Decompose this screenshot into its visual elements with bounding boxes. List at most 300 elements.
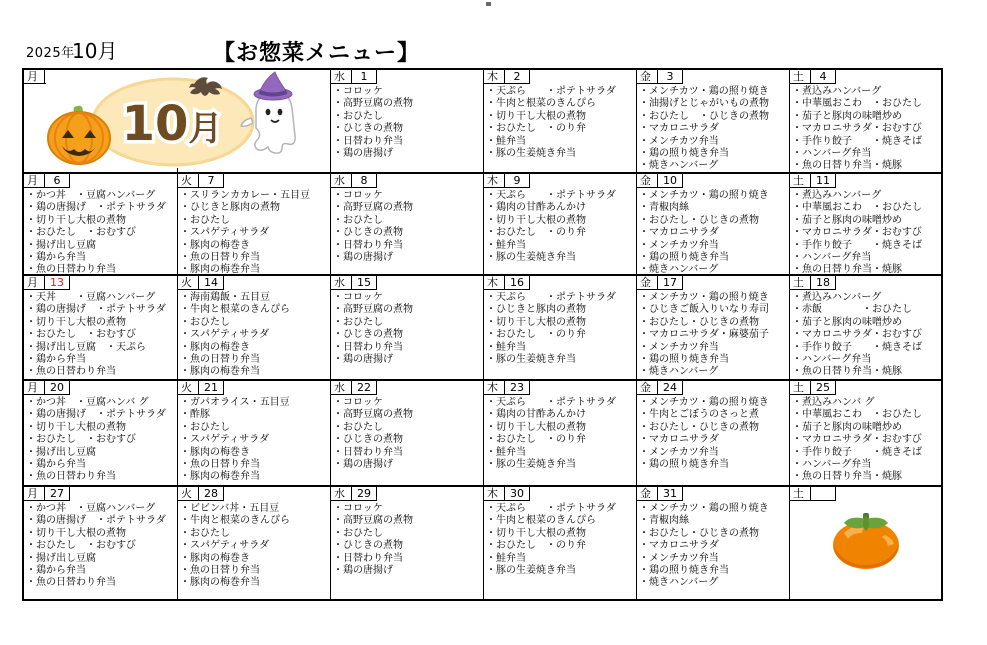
menu-item: ・おひたし ・おむすび [26, 434, 136, 446]
menu-item: ・スパゲティサラダ [180, 329, 270, 341]
menu-item: ・鶏肉の甘酢あんかけ [486, 202, 586, 214]
menu-item: ・おひたし・ひじきの煮物 [639, 316, 759, 328]
menu-item: ・揚げ出し豆腐 [26, 552, 96, 564]
menu-item: ・焼きハンバーグ [639, 160, 719, 172]
menu-item: ・ひじきの煮物 [333, 227, 403, 239]
weekday-label: 水 [331, 174, 352, 188]
menu-item: ・茄子と豚肉の味噌炒め [792, 316, 902, 328]
day-cell-土11 [789, 174, 941, 274]
date-number: 3 [658, 70, 683, 84]
menu-item-list [790, 381, 941, 484]
menu-item: ・スパゲティサラダ [180, 434, 270, 446]
menu-item: ・茄子と豚肉の味噌炒め [792, 110, 902, 122]
date-number: 16 [505, 276, 530, 290]
menu-item: ・メンチカツ・鶏の照り焼き [639, 190, 769, 201]
menu-item: ・かつ丼 ・豆腐ハンバ グ [26, 397, 149, 408]
halloween-illustration [46, 70, 296, 168]
menu-item: ・煮込みハンバ グ [792, 397, 875, 408]
menu-item: ・豚肉の梅巻弁当 [180, 471, 260, 483]
menu-item: ・鶏から弁当 [26, 565, 86, 577]
menu-item: ・鶏の唐揚げ [333, 148, 393, 160]
date-number: 18 [811, 276, 836, 290]
page-title: 【お惣菜メニュー】 [213, 41, 421, 66]
weekday-label: 水 [331, 276, 352, 290]
menu-item: ・おひたし [333, 110, 383, 122]
date-number: 20 [45, 381, 70, 395]
weekday-label: 土 [790, 174, 811, 188]
menu-item: ・切り干し大根の煮物 [486, 421, 586, 433]
day-header [484, 174, 530, 188]
day-header [331, 487, 377, 501]
day-cell-木30 [483, 487, 636, 599]
menu-item: ・メンチカツ弁当 [639, 446, 719, 458]
menu-item: ・手作り餃子 ・焼きそば [792, 239, 922, 251]
menu-item: ・鶏の唐揚げ ・ポテトサラダ [26, 202, 166, 214]
day-header [24, 487, 70, 501]
menu-item: ・鮭弁当 [486, 552, 526, 564]
menu-item: ・鶏肉の甘酢あんかけ [486, 409, 586, 421]
weekday-label: 月 [24, 174, 45, 188]
menu-item: ・青椒肉絲 [639, 515, 689, 527]
menu-item: ・揚げ出し豆腐 [26, 446, 96, 458]
weekday-label: 土 [790, 487, 811, 501]
day-header [790, 174, 836, 188]
date-number: 7 [199, 174, 224, 188]
menu-item: ・ハンバーグ弁当 [792, 252, 872, 264]
day-header [790, 70, 836, 84]
menu-item: ・日替わり弁当 [333, 135, 403, 147]
day-header [790, 381, 836, 395]
menu-item: ・牛肉と根菜のきんぴら [486, 515, 596, 527]
menu-item: ・鶏の唐揚げ ・ポテトサラダ [26, 409, 166, 421]
menu-item: ・メンチカツ弁当 [639, 552, 719, 564]
menu-item-list [790, 174, 941, 274]
date-number: 4 [811, 70, 836, 84]
menu-item: ・おひたし ・のり弁 [486, 540, 586, 552]
day-cell-水1 [330, 70, 483, 172]
menu-item: ・切り干し大根の煮物 [26, 421, 126, 433]
menu-item: ・コロッケ [333, 292, 383, 303]
date-number: 1 [352, 70, 377, 84]
day-header [484, 276, 530, 290]
date-number: 11 [811, 174, 836, 188]
menu-item: ・茄子と豚肉の味噌炒め [792, 214, 902, 226]
day-cell-土4 [789, 70, 941, 172]
menu-item: ・ひじきの煮物 [333, 540, 403, 552]
menu-item: ・おひたし [333, 316, 383, 328]
menu-item: ・青椒肉絲 [639, 202, 689, 214]
menu-item: ・コロッケ [333, 397, 383, 408]
menu-item: ・メンチカツ弁当 [639, 341, 719, 353]
menu-item: ・メンチカツ・鶏の照り焼き [639, 86, 769, 97]
week-row [24, 485, 941, 599]
menu-item: ・高野豆腐の煮物 [333, 515, 413, 527]
menu-item: ・豚肉の梅巻き [180, 552, 250, 564]
day-header [331, 70, 377, 84]
menu-item: ・マカロニサラダ・おむすび [792, 434, 922, 446]
weekday-label: 月 [24, 487, 45, 501]
menu-item: ・天丼 ・豆腐ハンバーグ [26, 292, 156, 303]
menu-item-list [178, 381, 330, 484]
date-number: 2 [505, 70, 530, 84]
menu-item: ・茄子と豚肉の味噌炒め [792, 421, 902, 433]
day-header [331, 276, 377, 290]
date-number: 24 [658, 381, 683, 395]
menu-item: ・鶏の唐揚げ [333, 252, 393, 264]
day-header [24, 381, 70, 395]
date-number: 31 [658, 487, 683, 501]
date-number: 9 [505, 174, 530, 188]
menu-item: ・日替わり弁当 [333, 239, 403, 251]
weekday-label: 金 [637, 70, 658, 84]
day-header [484, 381, 530, 395]
menu-item-list [24, 174, 177, 274]
day-header [24, 174, 70, 188]
menu-item: ・鶏の照り焼き弁当 [639, 354, 729, 366]
day-cell-金31 [636, 487, 789, 599]
year-label: 2025年 [26, 46, 75, 61]
menu-item: ・かつ丼 ・豆腐ハンバーグ [26, 503, 156, 514]
menu-item: ・鶏の照り焼き弁当 [639, 459, 729, 471]
date-number: 8 [352, 174, 377, 188]
weekday-label: 土 [790, 381, 811, 395]
menu-item: ・鶏の照り焼き弁当 [639, 565, 729, 577]
menu-item: ・おひたし [333, 421, 383, 433]
menu-item: ・天ぷら ・ポテトサラダ [486, 190, 616, 201]
menu-item: ・豚肉の梅巻弁当 [180, 577, 260, 589]
menu-item: ・天ぷら ・ポテトサラダ [486, 86, 616, 97]
date-number: 14 [199, 276, 224, 290]
menu-item: ・豚の生姜焼き弁当 [486, 459, 576, 471]
menu-item-list [637, 276, 789, 379]
menu-item: ・おひたし [180, 316, 230, 328]
menu-item-list [24, 381, 177, 484]
menu-item-list [178, 487, 330, 590]
menu-item: ・煮込みハンバーグ [792, 86, 882, 97]
menu-item: ・切り干し大根の煮物 [26, 527, 126, 539]
menu-item: ・鶏の唐揚げ ・ポテトサラダ [26, 304, 166, 316]
menu-item-list [178, 174, 330, 274]
menu-item: ・鶏から弁当 [26, 252, 86, 264]
day-cell-月20 [24, 381, 177, 485]
menu-item: ・豚肉の梅巻弁当 [180, 366, 260, 378]
day-cell-木23 [483, 381, 636, 485]
day-header [178, 276, 224, 290]
menu-item: ・おひたし ・おむすび [26, 329, 136, 341]
menu-item: ・メンチカツ弁当 [639, 135, 719, 147]
menu-item: ・魚の日替り弁当 [180, 354, 260, 366]
menu-item: ・かつ丼 ・豆腐ハンバーグ [26, 190, 156, 201]
date-number [811, 487, 836, 501]
menu-item: ・おひたし ・ひじきの煮物 [639, 110, 769, 122]
date-number: 10 [658, 174, 683, 188]
menu-item: ・赤飯 ・おひたし [792, 304, 912, 316]
menu-item: ・牛肉と根菜のきんぴら [180, 304, 290, 316]
menu-item: ・鮭弁当 [486, 341, 526, 353]
date-number: 15 [352, 276, 377, 290]
weekday-label: 月 [24, 70, 45, 84]
weekday-label: 木 [484, 174, 505, 188]
menu-item: ・豚肉の梅巻き [180, 341, 250, 353]
weekday-label: 水 [331, 381, 352, 395]
day-cell-火14 [177, 276, 330, 379]
menu-item: ・中華風おこわ ・おひたし [792, 202, 922, 214]
menu-item: ・天ぷら ・ポテトサラダ [486, 292, 616, 303]
day-header [484, 70, 530, 84]
menu-item: ・油揚げとじゃがいもの煮物 [639, 98, 769, 110]
day-cell-火28 [177, 487, 330, 599]
day-header [331, 174, 377, 188]
menu-item: ・スパゲティサラダ [180, 227, 270, 239]
menu-item: ・ハンバーグ弁当 [792, 148, 872, 160]
menu-item: ・豚肉の梅巻き [180, 446, 250, 458]
weekday-label: 火 [178, 174, 199, 188]
weekday-label: 月 [24, 381, 45, 395]
menu-item: ・日替わり弁当 [333, 341, 403, 353]
menu-item: ・豚の生姜焼き弁当 [486, 148, 576, 160]
menu-item: ・ビビンバ丼・五目豆 [180, 503, 280, 514]
menu-item: ・手作り餃子 ・焼きそば [792, 135, 922, 147]
day-header [790, 276, 836, 290]
menu-item: ・煮込みハンバーグ [792, 292, 882, 303]
date-number: 23 [505, 381, 530, 395]
menu-item: ・メンチカツ・鶏の照り焼き [639, 503, 769, 514]
month-label: 10月 [72, 39, 118, 63]
menu-item: ・焼きハンバーグ [639, 366, 719, 378]
menu-item: ・おひたし [333, 214, 383, 226]
day-header [637, 174, 683, 188]
menu-item: ・天ぷら ・ポテトサラダ [486, 397, 616, 408]
menu-item: ・ガパオライス・五目豆 [180, 397, 290, 408]
menu-item: ・焼きハンバーグ [639, 264, 719, 274]
menu-item: ・豚の生姜焼き弁当 [486, 252, 576, 264]
menu-item: ・おひたし [180, 214, 230, 226]
menu-item: ・鶏の唐揚げ [333, 354, 393, 366]
october-halloween-artwork [46, 70, 296, 168]
date-number: 21 [199, 381, 224, 395]
weekday-label: 火 [178, 276, 199, 290]
menu-item: ・魚の日替わり弁当 [26, 577, 116, 589]
menu-item: ・鮭弁当 [486, 446, 526, 458]
weekday-label: 木 [484, 276, 505, 290]
menu-item: ・切り干し大根の煮物 [26, 214, 126, 226]
day-cell-月6 [24, 174, 177, 274]
menu-item: ・切り干し大根の煮物 [486, 527, 586, 539]
menu-item: ・豚の生姜焼き弁当 [486, 565, 576, 577]
menu-item: ・ひじきご飯入りいなり寿司 [639, 304, 769, 316]
menu-item: ・ハンバーグ弁当 [792, 354, 872, 366]
day-cell-月27 [24, 487, 177, 599]
menu-item: ・揚げ出し豆腐 ・天ぷら [26, 341, 146, 353]
menu-item: ・おひたし ・のり弁 [486, 123, 586, 135]
menu-item-list [790, 70, 941, 172]
menu-item: ・魚の日替り弁当 [180, 459, 260, 471]
menu-item: ・マカロニサラダ・おむすび [792, 329, 922, 341]
weekday-label: 金 [637, 174, 658, 188]
date-number: 27 [45, 487, 70, 501]
day-cell-金10 [636, 174, 789, 274]
day-cell-金3 [636, 70, 789, 172]
week-row [24, 274, 941, 379]
weekday-label: 水 [331, 70, 352, 84]
weekday-label: 土 [790, 276, 811, 290]
weekday-label: 金 [637, 381, 658, 395]
menu-item: ・日替わり弁当 [333, 552, 403, 564]
menu-item: ・鶏の唐揚げ [333, 459, 393, 471]
menu-item: ・おひたし [180, 421, 230, 433]
menu-item: ・切り干し大根の煮物 [26, 316, 126, 328]
menu-item: ・豚の生姜焼き弁当 [486, 354, 576, 366]
menu-item: ・牛肉と根菜のきんぴら [180, 515, 290, 527]
week-row [24, 172, 941, 274]
menu-item: ・メンチカツ・鶏の照り焼き [639, 292, 769, 303]
date-number: 22 [352, 381, 377, 395]
day-header [637, 381, 683, 395]
menu-item-list [24, 487, 177, 590]
weekday-label: 木 [484, 381, 505, 395]
menu-item: ・豚肉の梅巻き [180, 239, 250, 251]
day-header [24, 276, 70, 290]
day-cell-水8 [330, 174, 483, 274]
menu-item: ・魚の日替わり弁当 [26, 471, 116, 483]
menu-item: ・高野豆腐の煮物 [333, 202, 413, 214]
menu-item: ・マカロニサラダ・おむすび [792, 123, 922, 135]
scan-artifact [486, 2, 491, 6]
menu-item-list [24, 276, 177, 379]
menu-item: ・牛肉とごぼうのさっと煮 [639, 409, 759, 421]
day-cell-土18 [789, 276, 941, 379]
menu-item-list [790, 276, 941, 379]
day-header [637, 70, 683, 84]
menu-item: ・魚の日替り弁当・焼豚 [792, 160, 902, 172]
menu-item-list [178, 276, 330, 379]
day-header [178, 487, 224, 501]
day-cell-月13 [24, 276, 177, 379]
day-header [331, 381, 377, 395]
menu-item: ・鶏の唐揚げ ・ポテトサラダ [26, 515, 166, 527]
day-cell-土25 [789, 381, 941, 485]
menu-item: ・ひじきと豚肉の煮物 [180, 202, 280, 214]
menu-item: ・切り干し大根の煮物 [486, 110, 586, 122]
menu-item: ・おひたし ・のり弁 [486, 434, 586, 446]
day-cell-土 [789, 487, 941, 599]
menu-item: ・コロッケ [333, 503, 383, 514]
menu-item: ・牛肉と根菜のきんぴら [486, 98, 596, 110]
menu-item: ・おひたし [333, 527, 383, 539]
weekday-label: 木 [484, 70, 505, 84]
menu-item: ・スリランカカレー・五目豆 [180, 190, 310, 201]
weekday-label: 火 [178, 487, 199, 501]
day-header [637, 487, 683, 501]
day-cell-水15 [330, 276, 483, 379]
day-header [637, 276, 683, 290]
menu-item: ・おひたし ・おむすび [26, 227, 136, 239]
day-cell-火21 [177, 381, 330, 485]
menu-item: ・鶏の照り焼き弁当 [639, 148, 729, 160]
day-cell-金24 [636, 381, 789, 485]
weekday-label: 月 [24, 276, 45, 290]
menu-item: ・鮭弁当 [486, 135, 526, 147]
menu-item: ・揚げ出し豆腐 [26, 239, 96, 251]
weekday-label: 木 [484, 487, 505, 501]
menu-item: ・おひたし・ひじきの煮物 [639, 527, 759, 539]
menu-item: ・マカロニサラダ [639, 123, 719, 135]
menu-item: ・マカロニサラダ [639, 434, 719, 446]
menu-item: ・マカロニサラダ・麻婆茄子 [639, 329, 769, 341]
day-cell-木2 [483, 70, 636, 172]
menu-item: ・天ぷら ・ポテトサラダ [486, 503, 616, 514]
date-number: 13 [45, 276, 70, 290]
weekday-label: 金 [637, 276, 658, 290]
menu-item: ・海南鶏飯・五目豆 [180, 292, 270, 303]
menu-item: ・手作り餃子 ・焼きそば [792, 341, 922, 353]
day-cell-水22 [330, 381, 483, 485]
menu-item: ・ひじきの煮物 [333, 123, 403, 135]
menu-item: ・おひたし ・おむすび [26, 540, 136, 552]
day-cell-水29 [330, 487, 483, 599]
menu-item: ・コロッケ [333, 86, 383, 97]
menu-item: ・マカロニサラダ・おむすび [792, 227, 922, 239]
persimmon-icon [830, 505, 902, 571]
menu-item: ・切り干し大根の煮物 [486, 316, 586, 328]
day-cell-木9 [483, 174, 636, 274]
menu-item: ・ひじきと豚肉の煮物 [486, 304, 586, 316]
menu-item: ・鮭弁当 [486, 239, 526, 251]
menu-item: ・スパゲティサラダ [180, 540, 270, 552]
day-header [178, 381, 224, 395]
menu-item: ・おひたし・ひじきの煮物 [639, 214, 759, 226]
date-number: 28 [199, 487, 224, 501]
menu-item: ・焼きハンバーグ [639, 577, 719, 589]
menu-item: ・コロッケ [333, 190, 383, 201]
menu-item: ・マカロニサラダ [639, 227, 719, 239]
week-row [24, 379, 941, 485]
menu-item: ・おひたし ・のり弁 [486, 227, 586, 239]
date-number: 30 [505, 487, 530, 501]
menu-item: ・鶏の照り焼き弁当 [639, 252, 729, 264]
day-header [178, 174, 224, 188]
menu-item: ・魚の日替り弁当 [180, 565, 260, 577]
date-number: 25 [811, 381, 836, 395]
menu-item: ・豚肉の梅巻弁当 [180, 264, 260, 274]
menu-item: ・魚の日替わり弁当 [26, 366, 116, 378]
menu-item: ・ひじきの煮物 [333, 434, 403, 446]
menu-item-list [637, 174, 789, 274]
menu-item: ・高野豆腐の煮物 [333, 304, 413, 316]
weekday-label: 水 [331, 487, 352, 501]
month-bubble-text: 10月 [121, 96, 223, 152]
menu-item: ・切り干し大根の煮物 [486, 214, 586, 226]
menu-item: ・メンチカツ・鶏の照り焼き [639, 397, 769, 408]
day-cell-火7 [177, 174, 330, 274]
menu-item: ・高野豆腐の煮物 [333, 98, 413, 110]
weekday-label: 火 [178, 381, 199, 395]
menu-item: ・鶏から弁当 [26, 459, 86, 471]
menu-item: ・おひたし・ひじきの煮物 [639, 421, 759, 433]
menu-item: ・ひじきの煮物 [333, 329, 403, 341]
date-number: 29 [352, 487, 377, 501]
menu-item-list [637, 70, 789, 172]
witch-hat-icon [254, 72, 292, 100]
menu-item: ・手作り餃子 ・焼きそば [792, 446, 922, 458]
day-header [790, 487, 836, 501]
menu-item: ・酢豚 [180, 409, 210, 421]
menu-item: ・おひたし [180, 527, 230, 539]
menu-item: ・中華風おこわ ・おひたし [792, 98, 922, 110]
day-cell-木16 [483, 276, 636, 379]
menu-item: ・煮込みハンバーグ [792, 190, 882, 201]
menu-item: ・マカロニサラダ [639, 540, 719, 552]
